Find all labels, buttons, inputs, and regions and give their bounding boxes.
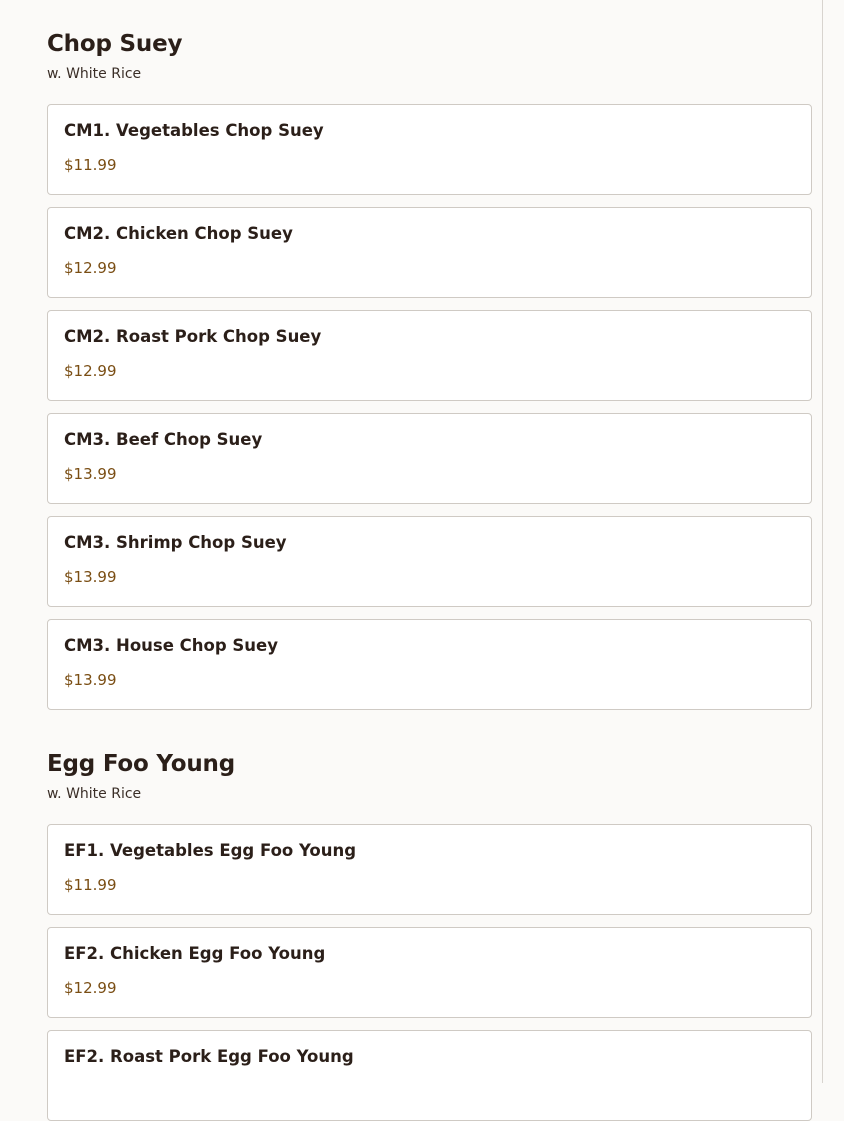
menu-item-card[interactable] bbox=[47, 927, 812, 1018]
section-title: Chop Suey bbox=[47, 31, 183, 57]
menu-item-card[interactable] bbox=[47, 516, 812, 607]
section-subtitle: w. White Rice bbox=[47, 66, 142, 82]
menu-item-name: CM3. House Chop Suey bbox=[64, 636, 278, 655]
menu-item-name: CM2. Roast Pork Chop Suey bbox=[64, 327, 322, 346]
section-title: Egg Foo Young bbox=[47, 751, 235, 777]
menu-item-card[interactable] bbox=[47, 104, 812, 195]
menu-item-price: $13.99 bbox=[64, 671, 117, 689]
menu-item-name: EF1. Vegetables Egg Foo Young bbox=[64, 841, 357, 860]
menu-item-price: $12.99 bbox=[64, 259, 117, 277]
menu-item-name: CM3. Beef Chop Suey bbox=[64, 430, 263, 449]
menu-item-price: $13.99 bbox=[64, 465, 117, 483]
menu-item-price: $12.99 bbox=[64, 362, 117, 380]
section-subtitle: w. White Rice bbox=[47, 786, 142, 802]
menu-item-name: EF2. Chicken Egg Foo Young bbox=[64, 944, 326, 963]
menu-item-card[interactable] bbox=[47, 207, 812, 298]
menu-item-price: $12.99 bbox=[64, 979, 117, 997]
menu-item-price: $11.99 bbox=[64, 876, 117, 894]
menu-item-card[interactable] bbox=[47, 413, 812, 504]
page-right-divider bbox=[822, 0, 823, 1083]
menu-item-card[interactable] bbox=[47, 310, 812, 401]
menu-items bbox=[47, 104, 812, 710]
menu-item-card[interactable] bbox=[47, 824, 812, 915]
menu-section-chop-suey bbox=[47, 0, 812, 710]
menu-item-card[interactable] bbox=[47, 1030, 812, 1121]
menu-item-name: CM3. Shrimp Chop Suey bbox=[64, 533, 287, 552]
menu-item-card[interactable] bbox=[47, 619, 812, 710]
menu-items bbox=[47, 824, 812, 1121]
menu-section-egg-foo-young bbox=[47, 710, 812, 1121]
menu-item-price: $11.99 bbox=[64, 156, 117, 174]
menu-item-name: EF2. Roast Pork Egg Foo Young bbox=[64, 1047, 354, 1066]
menu-item-price: $13.99 bbox=[64, 568, 117, 586]
menu-item-name: CM1. Vegetables Chop Suey bbox=[64, 121, 324, 140]
menu-item-name: CM2. Chicken Chop Suey bbox=[64, 224, 293, 243]
menu-list bbox=[47, 0, 812, 1121]
